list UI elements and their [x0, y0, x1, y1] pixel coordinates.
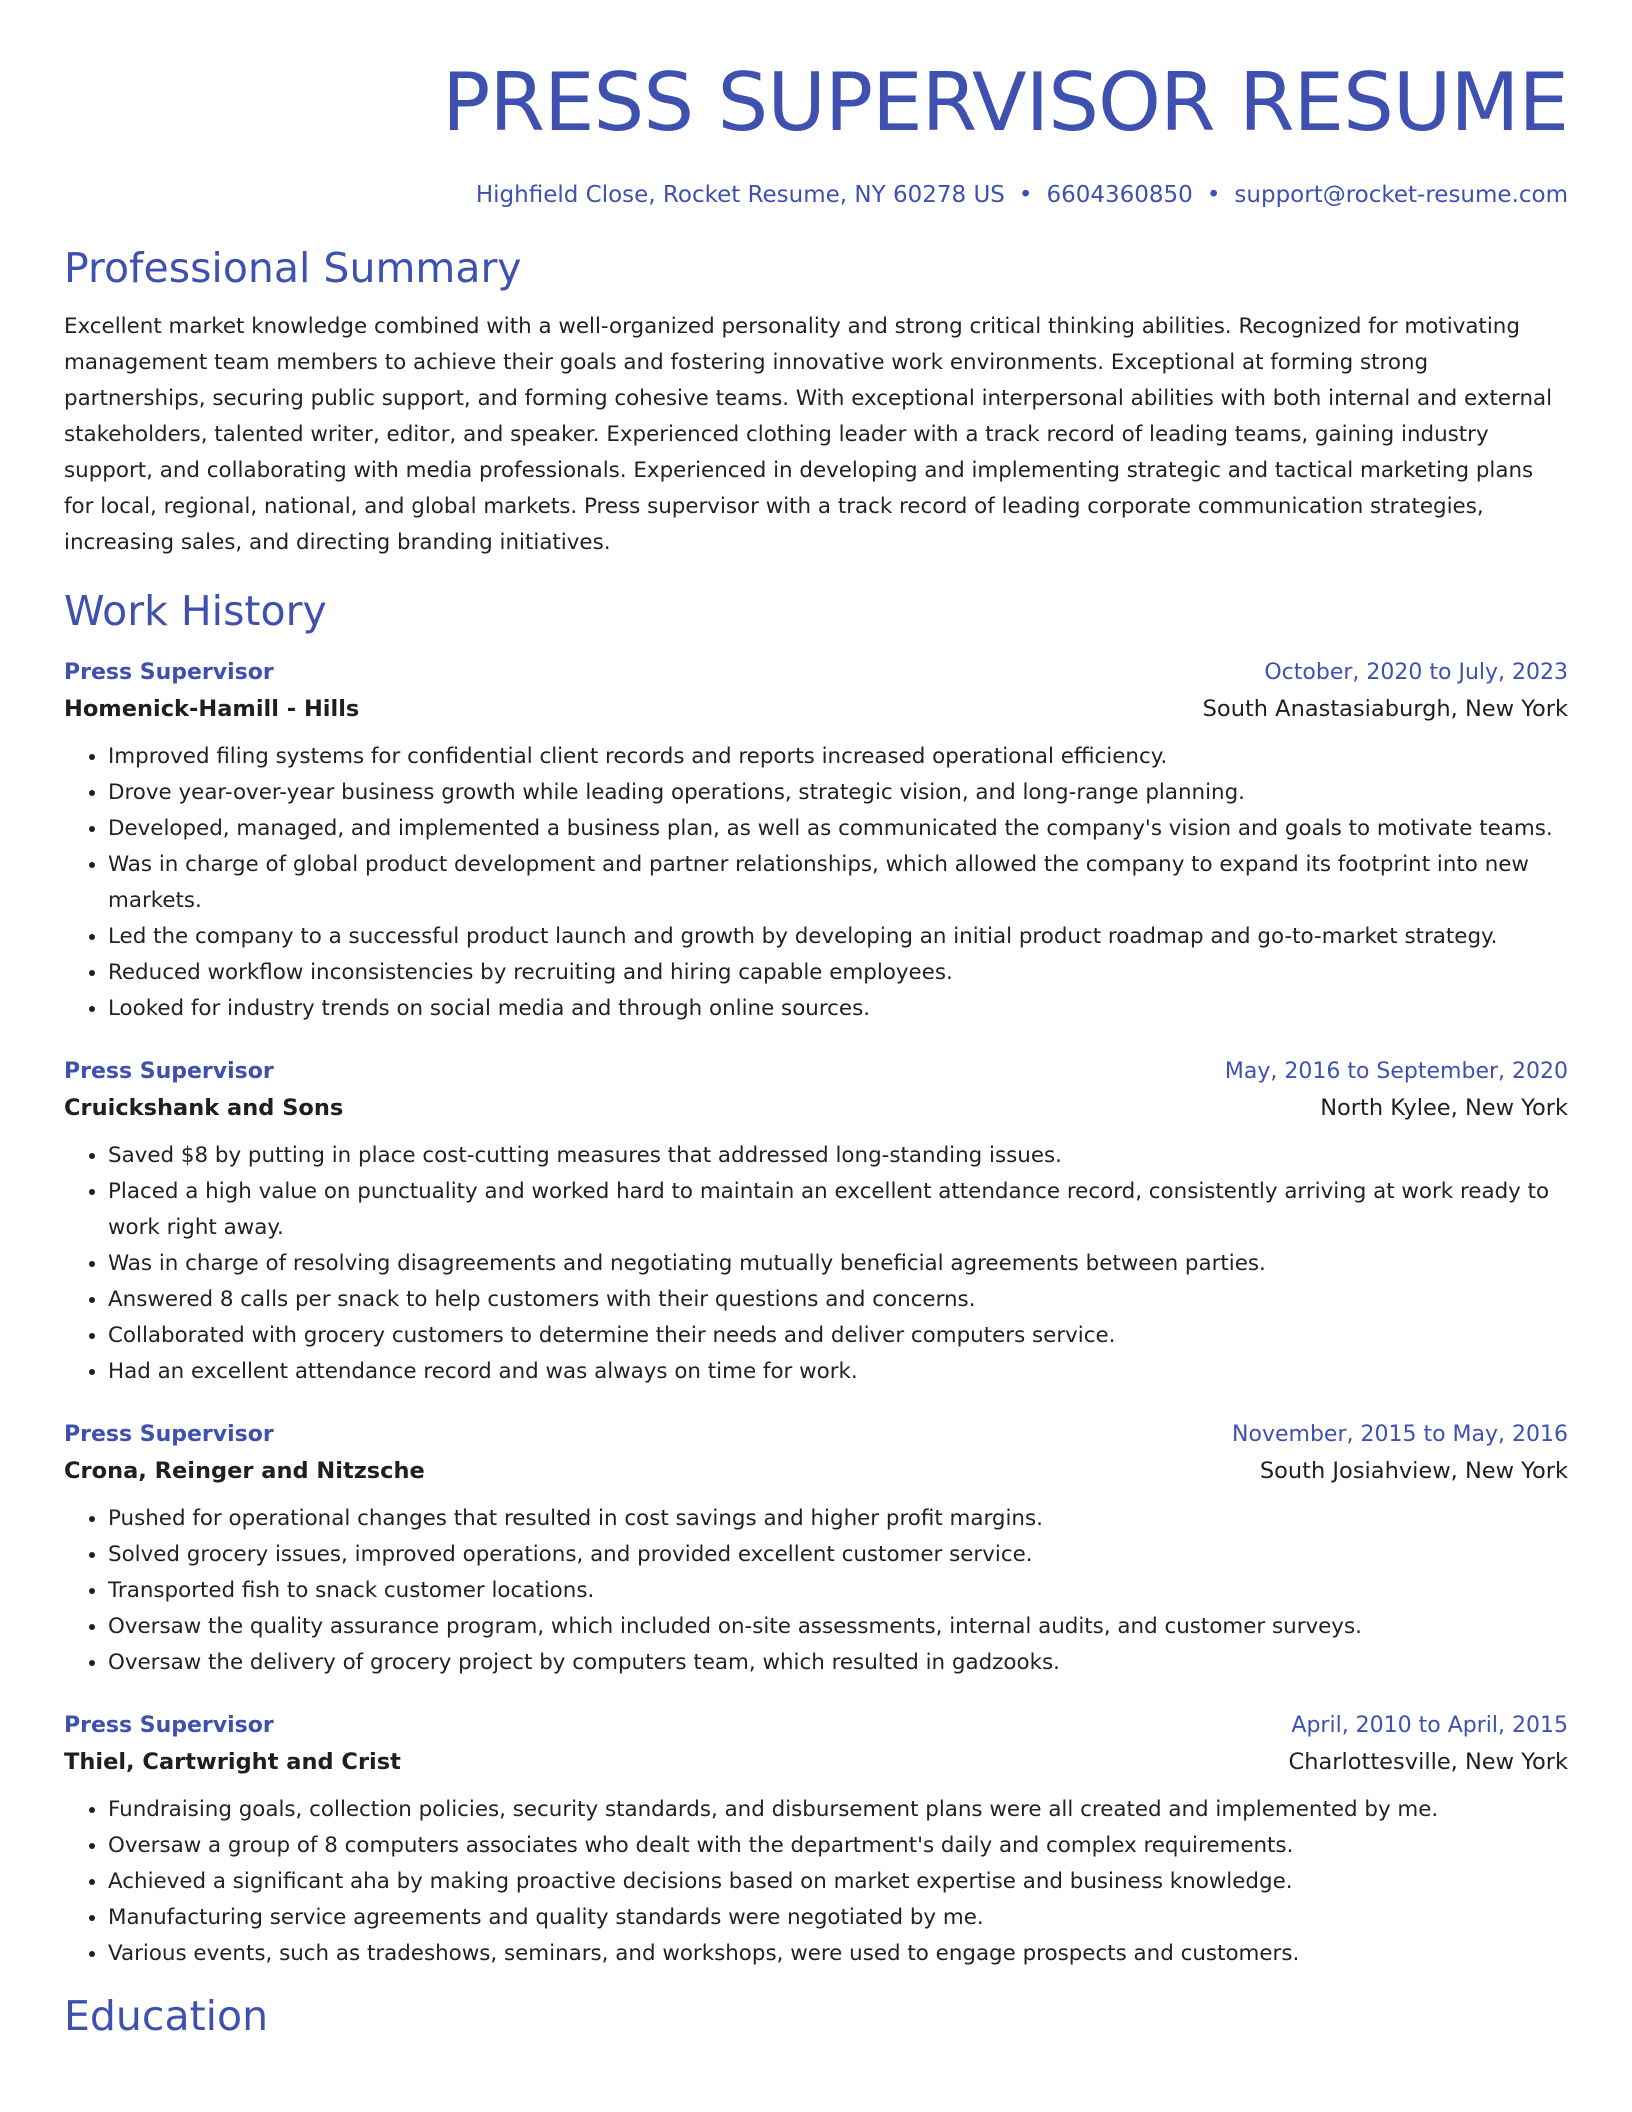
job-bullet: • Oversaw the delivery of grocery project by computers team, which resulted in gadzooks.: [108, 1645, 1568, 1681]
job-entry: [64, 657, 1568, 1027]
job-location: South Josiahview, New York: [1259, 1458, 1568, 1484]
contact-phone: 6604360850: [1046, 182, 1193, 208]
job-company: Homenick-Hamill - Hills: [64, 696, 360, 722]
job-bullet: • Manufacturing service agreements and quality standards were negotiated by me.: [108, 1900, 1568, 1936]
job-bullet: • Was in charge of resolving disagreements and negotiating mutually beneficial agreements between parties.: [108, 1246, 1568, 1282]
job-bullet: • Solved grocery issues, improved operations, and provided excellent customer service.: [108, 1537, 1568, 1573]
job-bullet: • Transported fish to snack customer locations.: [108, 1573, 1568, 1609]
job-entry: [64, 1419, 1568, 1681]
job-bullet: • Saved $8 by putting in place cost-cutting measures that addressed long-standing issues.: [108, 1138, 1568, 1174]
job-bullets: [64, 1138, 1568, 1390]
job-company-row: [64, 1742, 1568, 1782]
job-dates: October, 2020 to July, 2023: [1264, 660, 1568, 685]
job-bullet: • Developed, managed, and implemented a business plan, as well as communicated the company's vision and goals to motivate teams.: [108, 811, 1568, 847]
job-title: Press Supervisor: [64, 1422, 274, 1447]
job-location: South Anastasiaburgh, New York: [1202, 696, 1568, 722]
job-bullet: • Collaborated with grocery customers to determine their needs and deliver computers service.: [108, 1318, 1568, 1354]
resume-page: [64, 0, 1568, 2042]
job-company-row: [64, 1088, 1568, 1128]
job-bullet: • Oversaw a group of 8 computers associates who dealt with the department's daily and complex requirements.: [108, 1828, 1568, 1864]
job-dates: May, 2016 to September, 2020: [1224, 1059, 1568, 1084]
contact-email: support@rocket-resume.com: [1234, 182, 1568, 208]
job-location: Charlottesville, New York: [1288, 1749, 1568, 1775]
job-bullet: • Fundraising goals, collection policies, security standards, and disbursement plans were all created and implemented by me.: [108, 1792, 1568, 1828]
job-title: Press Supervisor: [64, 1059, 274, 1084]
job-header-row: [64, 1056, 1568, 1088]
job-bullet: • Various events, such as tradeshows, seminars, and workshops, were used to engage prospects and customers.: [108, 1936, 1568, 1972]
contact-separator: •: [1206, 182, 1221, 208]
job-dates: November, 2015 to May, 2016: [1232, 1422, 1568, 1447]
contact-address: Highfield Close, Rocket Resume, NY 60278 US: [475, 182, 1005, 208]
work-history-heading: Work History: [64, 587, 327, 635]
job-bullet: • Oversaw the quality assurance program, which included on-site assessments, internal audits, and customer surveys.: [108, 1609, 1568, 1645]
summary-heading: Professional Summary: [64, 244, 522, 292]
job-header-row: [64, 1710, 1568, 1742]
job-header-row: [64, 1419, 1568, 1451]
contact-line: [64, 179, 1568, 211]
job-bullets: [64, 1792, 1568, 1972]
job-entry: [64, 1710, 1568, 1972]
job-entry: [64, 1056, 1568, 1390]
job-company: Cruickshank and Sons: [64, 1095, 344, 1121]
resume-title: PRESS SUPERVISOR RESUME: [442, 56, 1568, 149]
job-bullet: • Drove year-over-year business growth while leading operations, strategic vision, and long-range planning.: [108, 775, 1568, 811]
summary-text: Excellent market knowledge combined with a well-organized personality and strong critical thinking abilities. Recognized for motivating management team members to achieve their goals and fostering innovative work environments. Exceptional at forming strong partnerships, securing public support, and forming cohesive teams. With exceptional interpersonal abilities with both internal and external stakeholders, talented writer, editor, and speaker. Experienced clothing leader with a track record of leading teams, gaining industry support, and collaborating with media professionals. Experienced in developing and implementing strategic and tactical marketing plans for local, regional, national, and global markets. Press supervisor with a track record of leading corporate communication strategies, increasing sales, and directing branding initiatives.: [64, 314, 1553, 555]
job-bullet: • Achieved a significant aha by making proactive decisions based on market expertise and business knowledge.: [108, 1864, 1568, 1900]
job-company: Crona, Reinger and Nitzsche: [64, 1458, 425, 1484]
job-location: North Kylee, New York: [1320, 1095, 1568, 1121]
job-bullet: • Placed a high value on punctuality and worked hard to maintain an excellent attendance record, consistently arriving at work ready to work right away.: [108, 1174, 1568, 1246]
job-bullet: • Led the company to a successful product launch and growth by developing an initial product roadmap and go-to-market strategy.: [108, 919, 1568, 955]
job-bullet: • Reduced workflow inconsistencies by recruiting and hiring capable employees.: [108, 955, 1568, 991]
job-bullets: [64, 1501, 1568, 1681]
job-bullet: • Pushed for operational changes that resulted in cost savings and higher profit margins.: [108, 1501, 1568, 1537]
job-bullet: • Answered 8 calls per snack to help customers with their questions and concerns.: [108, 1282, 1568, 1318]
job-title: Press Supervisor: [64, 660, 274, 685]
job-dates: April, 2010 to April, 2015: [1291, 1713, 1568, 1738]
job-bullet: • Improved filing systems for confidential client records and reports increased operational efficiency.: [108, 739, 1568, 775]
job-bullet: • Looked for industry trends on social media and through online sources.: [108, 991, 1568, 1027]
job-header-row: [64, 657, 1568, 689]
job-bullet: • Was in charge of global product development and partner relationships, which allowed the company to expand its footprint into new markets.: [108, 847, 1568, 919]
contact-separator: •: [1018, 182, 1033, 208]
job-company-row: [64, 689, 1568, 729]
education-heading: Education: [64, 1992, 269, 2040]
job-bullet: • Had an excellent attendance record and was always on time for work.: [108, 1354, 1568, 1390]
job-bullets: [64, 739, 1568, 1027]
job-title: Press Supervisor: [64, 1713, 274, 1738]
job-company: Thiel, Cartwright and Crist: [64, 1749, 401, 1775]
job-company-row: [64, 1451, 1568, 1491]
